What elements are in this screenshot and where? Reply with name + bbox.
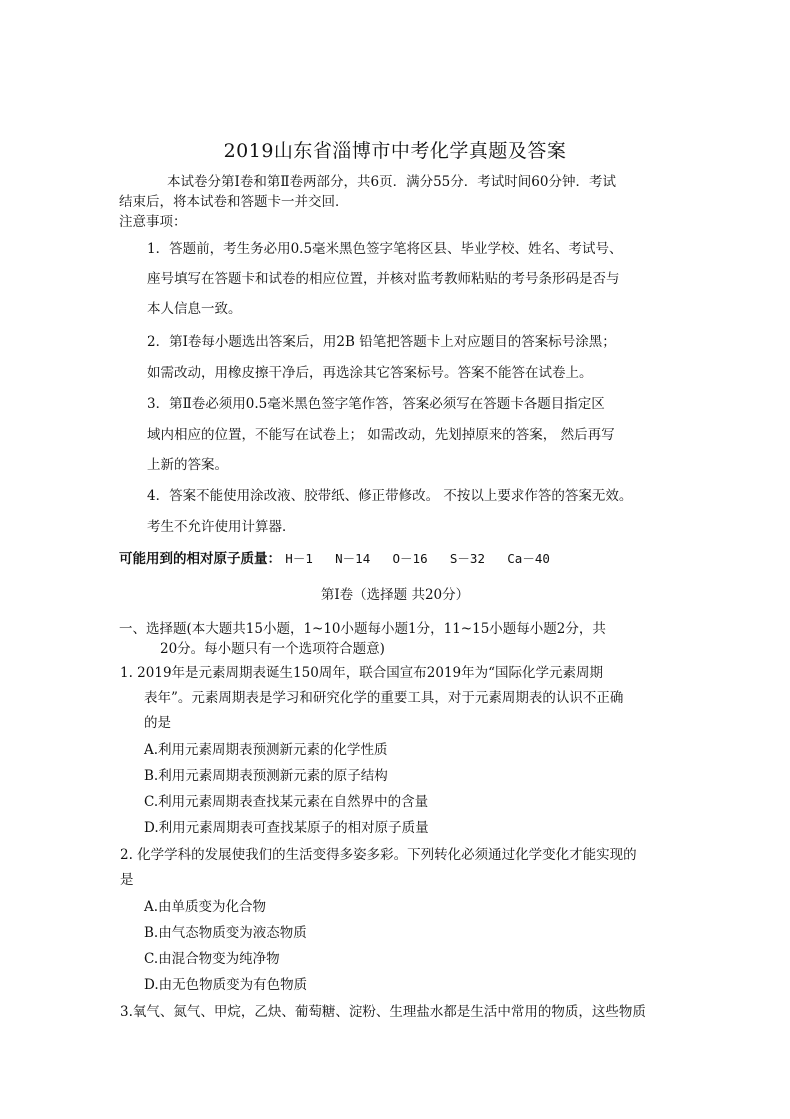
atomic-mass-s: S－32 [449, 551, 485, 566]
part-1-line-1: 一、选择题(本大题共15小题，1~10小题每小题1分，11~15小题每小题2分，共 [119, 621, 606, 637]
q3-stem-line-1: 3.氧气、氮气、甲烷，乙炔、葡萄糖、淀粉、生理盐水都是生活中常用的物质，这些物质 [120, 1004, 646, 1020]
q2-option-b: B.由气态物质变为液态物质 [144, 925, 307, 941]
notice-4-line-2: 考生不允许使用计算器． [147, 519, 296, 535]
q2-stem-line-1: 2. 化学学科的发展使我们的生活变得多姿多彩。下列转化必须通过化学变化才能实现的 [120, 847, 637, 863]
notice-4-line-1: 4．答案不能使用涂改液、胶带纸、修正带修改。 不按以上要求作答的答案无效。 [147, 488, 633, 504]
notice-1-line-2: 座号填写在答题卡和试卷的相应位置，并核对监考教师粘贴的考号条形码是否与 [147, 271, 620, 287]
q1-option-a: A.利用元素周期表预测新元素的化学性质 [144, 742, 388, 758]
intro-line-2: 结束后，将本试卷和答题卡一并交回． [119, 194, 349, 210]
q2-option-c: C.由混合物变为纯净物 [144, 951, 280, 967]
page-title: 2019山东省淄博市中考化学真题及答案 [223, 140, 567, 162]
section-title: 第Ⅰ卷（选择题 共20分） [320, 587, 470, 603]
part-1-line-2: 20分。每小题只有一个选项符合题意) [160, 641, 385, 657]
q1-stem-line-3: 的是 [144, 715, 171, 731]
notice-1-line-1: 1．答题前，考生务必用0.5毫米黑色签字笔将区县、毕业学校、姓名、考试号、 [147, 241, 623, 257]
notice-2-line-2: 如需改动，用橡皮擦干净后，再选涂其它答案标号。答案不能答在试卷上。 [147, 365, 593, 381]
atomic-mass-n: N－14 [335, 551, 371, 566]
notice-heading: 注意事项： [119, 214, 187, 230]
q1-option-c: C.利用元素周期表查找某元素在自然界中的含量 [144, 794, 429, 810]
q1-stem-line-2: 表年”。元素周期表是学习和研究化学的重要工具，对于元素周期表的认识不正确 [144, 690, 624, 706]
q2-option-d: D.由无色物质变为有色物质 [144, 977, 308, 993]
q1-option-b: B.利用元素周期表预测新元素的原子结构 [144, 768, 388, 784]
intro-line-1: 本试卷分第Ⅰ卷和第Ⅱ卷两部分，共6页．满分55分．考试时间60分钟．考试 [167, 174, 616, 190]
q1-stem-line-1: 1. 2019年是元素周期表诞生150周年，联合国宣布2019年为“国际化学元素周期 [120, 665, 604, 681]
atomic-mass-o: O－16 [392, 551, 428, 566]
notice-3-line-3: 上新的答案。 [147, 457, 228, 473]
q2-option-a: A.由单质变为化合物 [144, 899, 267, 915]
notice-2-line-1: 2．第Ⅰ卷每小题选出答案后，用2B 铅笔把答题卡上对应题目的答案标号涂黑； [147, 334, 616, 350]
atomic-mass-row [119, 550, 568, 568]
atomic-mass-h: H－1 [285, 551, 313, 566]
q2-stem-line-2: 是 [120, 872, 134, 888]
notice-3-line-2: 域内相应的位置，不能写在试卷上； 如需改动，先划掉原来的答案， 然后再写 [147, 427, 615, 443]
notice-3-line-1: 3．第Ⅱ卷必须用0.5毫米黑色签字笔作答，答案必须写在答题卡各题目指定区 [147, 396, 605, 412]
atomic-mass-ca: Ca－40 [507, 551, 550, 566]
notice-1-line-3: 本人信息一致。 [147, 301, 242, 317]
q1-option-d: D.利用元素周期表可查找某原子的相对原子质量 [144, 820, 429, 836]
atomic-mass-label: 可能用到的相对原子质量： [119, 551, 281, 567]
